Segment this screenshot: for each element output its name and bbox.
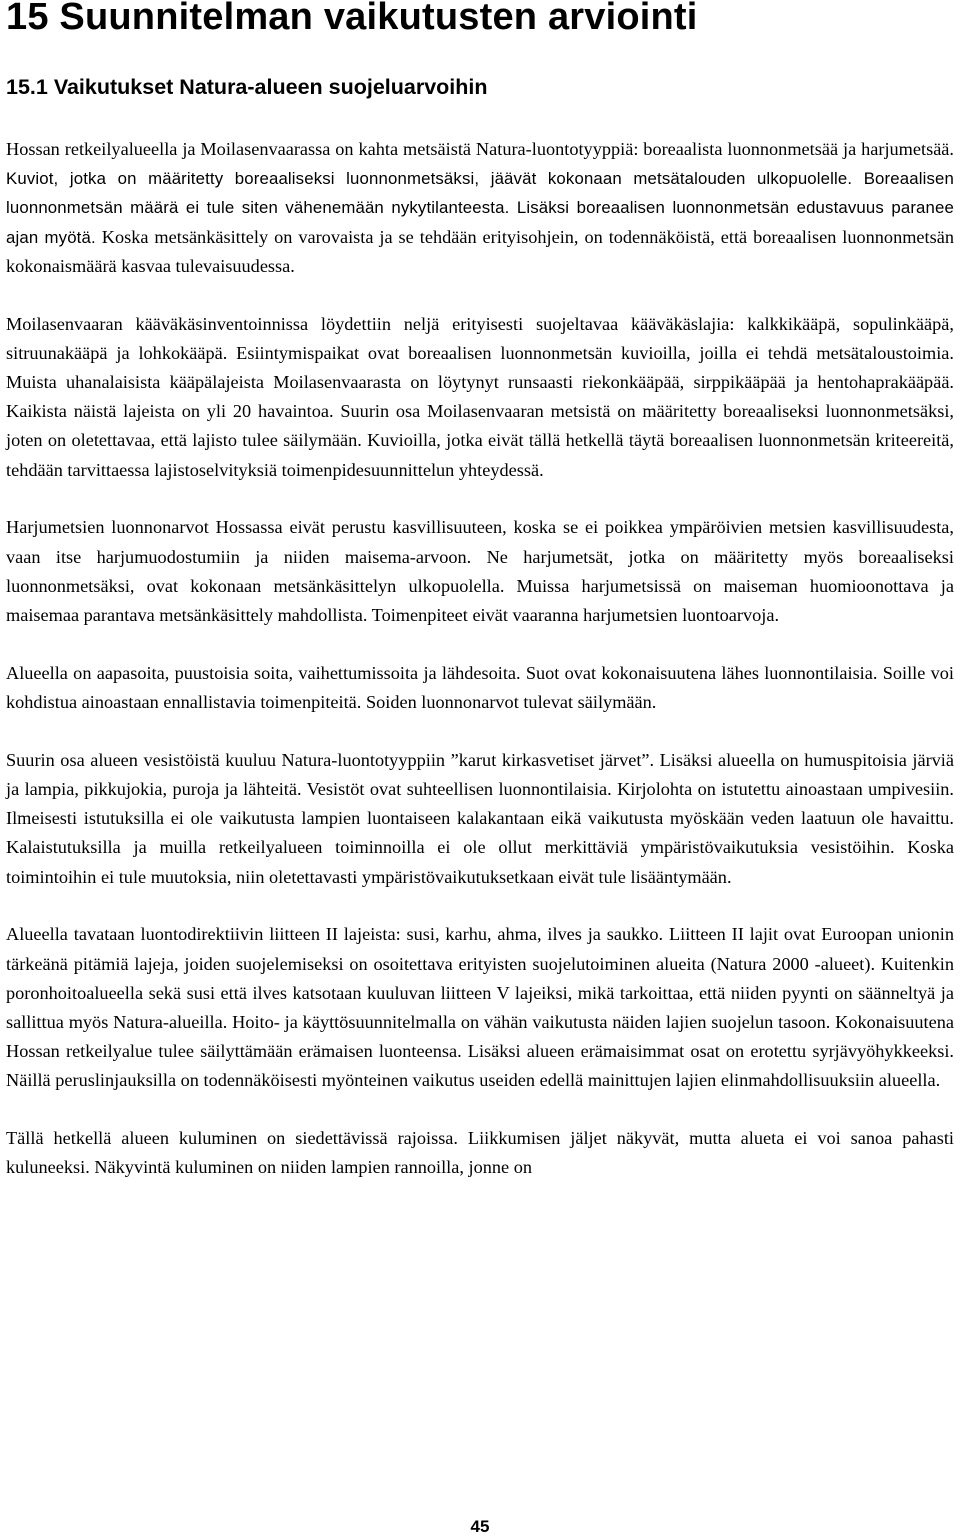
section-heading: 15 Suunnitelman vaikutusten arviointi (6, 0, 698, 38)
paragraph-natura-forests (6, 135, 954, 281)
paragraph-esker-forests: Harjumetsien luonnonarvot Hossassa eivät perustu kasvillisuuteen, koska se ei poikkea ympäröivien metsien kasvillisuudesta, vaan itse harjumuodostumiin ja niiden maisema-arvoon. Ne harjumetsät, jotka on määritetty myös boreaaliseksi luonnonmetsäksi, ovat kokonaan metsänkäsittelyn ulkopuolella. Muissa harjumetsissä on maiseman huomioonottava ja maisemaa parantava metsänkäsittely mahdollista. Toimenpiteet eivät vaaranna harjumetsien luontoarvoja. (6, 517, 954, 626)
paragraph-1-sans-part: Kuviot, jotka on määritetty boreaaliseksi luonnonmetsäksi, jäävät kokonaan metsätalouden ulkopuolelle. Boreaalisen luonnonmetsän määrä ei tule siten vähenemään nykytilanteesta. Lisäksi boreaalisen luonnonmetsän edustavuus paranee ajan myötä. (6, 169, 954, 247)
paragraph-1-serif-end: Koska metsänkäsittely on varovaista ja se tehdään erityisohjein, on todennäköistä, että boreaalisen luonnonmetsän kokonaismäärä kasvaa tulevaisuudessa. (6, 226, 954, 276)
body-text (6, 135, 954, 1211)
paragraph-polypores: Moilasenvaaran kääväkäsinventoinnissa löydettiin neljä erityisesti suojeltavaa kääväkäslajia: kalkkikääpä, sopulinkääpä, sitruunakääpä ja lohkokääpä. Esiintymispaikat ovat boreaalisen luonnonmetsän kuvioilla, joilla ei tehdä metsätaloustoimia. Muista uhanalaisista kääpälajeista Moilasenvaarasta on löytynyt runsaasti riekonkääpää, sirppikääpää ja hentohaprakääpää. Kaikista näistä lajeista on yli 20 havaintoa. Suurin osa Moilasenvaaran metsistä on määritetty boreaaliseksi luonnonmetsäksi, joten on oletettavaa, että lajisto tulee säilymään. Kuvioilla, jotka eivät tällä hetkellä täytä boreaalisen luonnonmetsän kriteereitä, tehdään tarvittaessa lajistoselvityksiä toimenpidesuunnittelun yhteydessä. (6, 313, 954, 480)
paragraph-annex-species: Alueella tavataan luontodirektiivin liitteen II lajeista: susi, karhu, ahma, ilves ja saukko. Liitteen II lajit ovat Euroopan unionin tärkeänä pitämiä lajeja, joiden suojelemiseksi on osoitettava erityisten suojelutoiminen alueita (Natura 2000 -alueet). Kuitenkin poronhoitoalueella sekä susi että ilves katsotaan kuuluvan liitteen V lajeiksi, mikä tarkoittaa, että niiden pyynti on säänneltyä ja sallittua myös Natura-alueilla. Hoito- ja käyttösuunnitelmalla on vähän vaikutusta näiden lajien suojelun tasoon. Kokonaisuutena Hossan retkeilyalue tulee säilyttämään erämaisen luonteensa. Lisäksi alueen erämaisimmat osat on erotettu syrjävyöhykkeeksi. Näillä peruslinjauksilla on todennäköisesti myönteinen vaikutus useiden edellä mainittujen lajien elinmahdollisuuksiin alueella. (6, 924, 954, 1091)
paragraph-mires: Alueella on aapasoita, puustoisia soita, vaihettumissoita ja lähdesoita. Suot ovat kokonaisuutena lähes luonnontilaisia. Soille voi kohdistua ainoastaan ennallistavia toimenpiteitä. Soiden luonnonarvot tulevat säilymään. (6, 662, 954, 713)
page-number: 45 (470, 1517, 490, 1536)
paragraph-1-serif-start: Hossan retkeilyalueella ja Moilasenvaarassa on kahta metsäistä Natura-luontotyyppiä: boreaalista luonnonmetsää ja harjumetsää. (6, 139, 954, 159)
subsection-heading: 15.1 Vaikutukset Natura-alueen suojeluarvoihin (6, 75, 488, 99)
paragraph-waters: Suurin osa alueen vesistöistä kuuluu Natura-luontotyyppiin ”karut kirkasvetiset järvet”. Lisäksi alueella on humuspitoisia järviä ja lampia, pikkujokia, puroja ja lähteitä. Vesistöt ovat suhteellisen luonnontilaisia. Kirjolohta on istutettu ainoastaan umpivesiin. Ilmeisesti istutuksilla ei ole vaikutusta lampien luontaiseen kalakantaan eikä vaikutusta myöskään veden laatuun ole havaittu. Kalaistutuksilla ja muilla retkeilyalueen toiminnoilla ei ole ollut merkittäviä ympäristövaikutuksia vesistöihin. Koska toimintoihin ei tule muutoksia, niin oletettavasti ympäristövaikutuksetkaan eivät tule lisääntymään. (6, 749, 954, 887)
paragraph-wear: Tällä hetkellä alueen kuluminen on siedettävissä rajoissa. Liikkumisen jäljet näkyvät, mutta alueta ei voi sanoa pahasti kuluneeksi. Näkyvintä kuluminen on niiden lampien rannoilla, jonne on (6, 1128, 954, 1178)
